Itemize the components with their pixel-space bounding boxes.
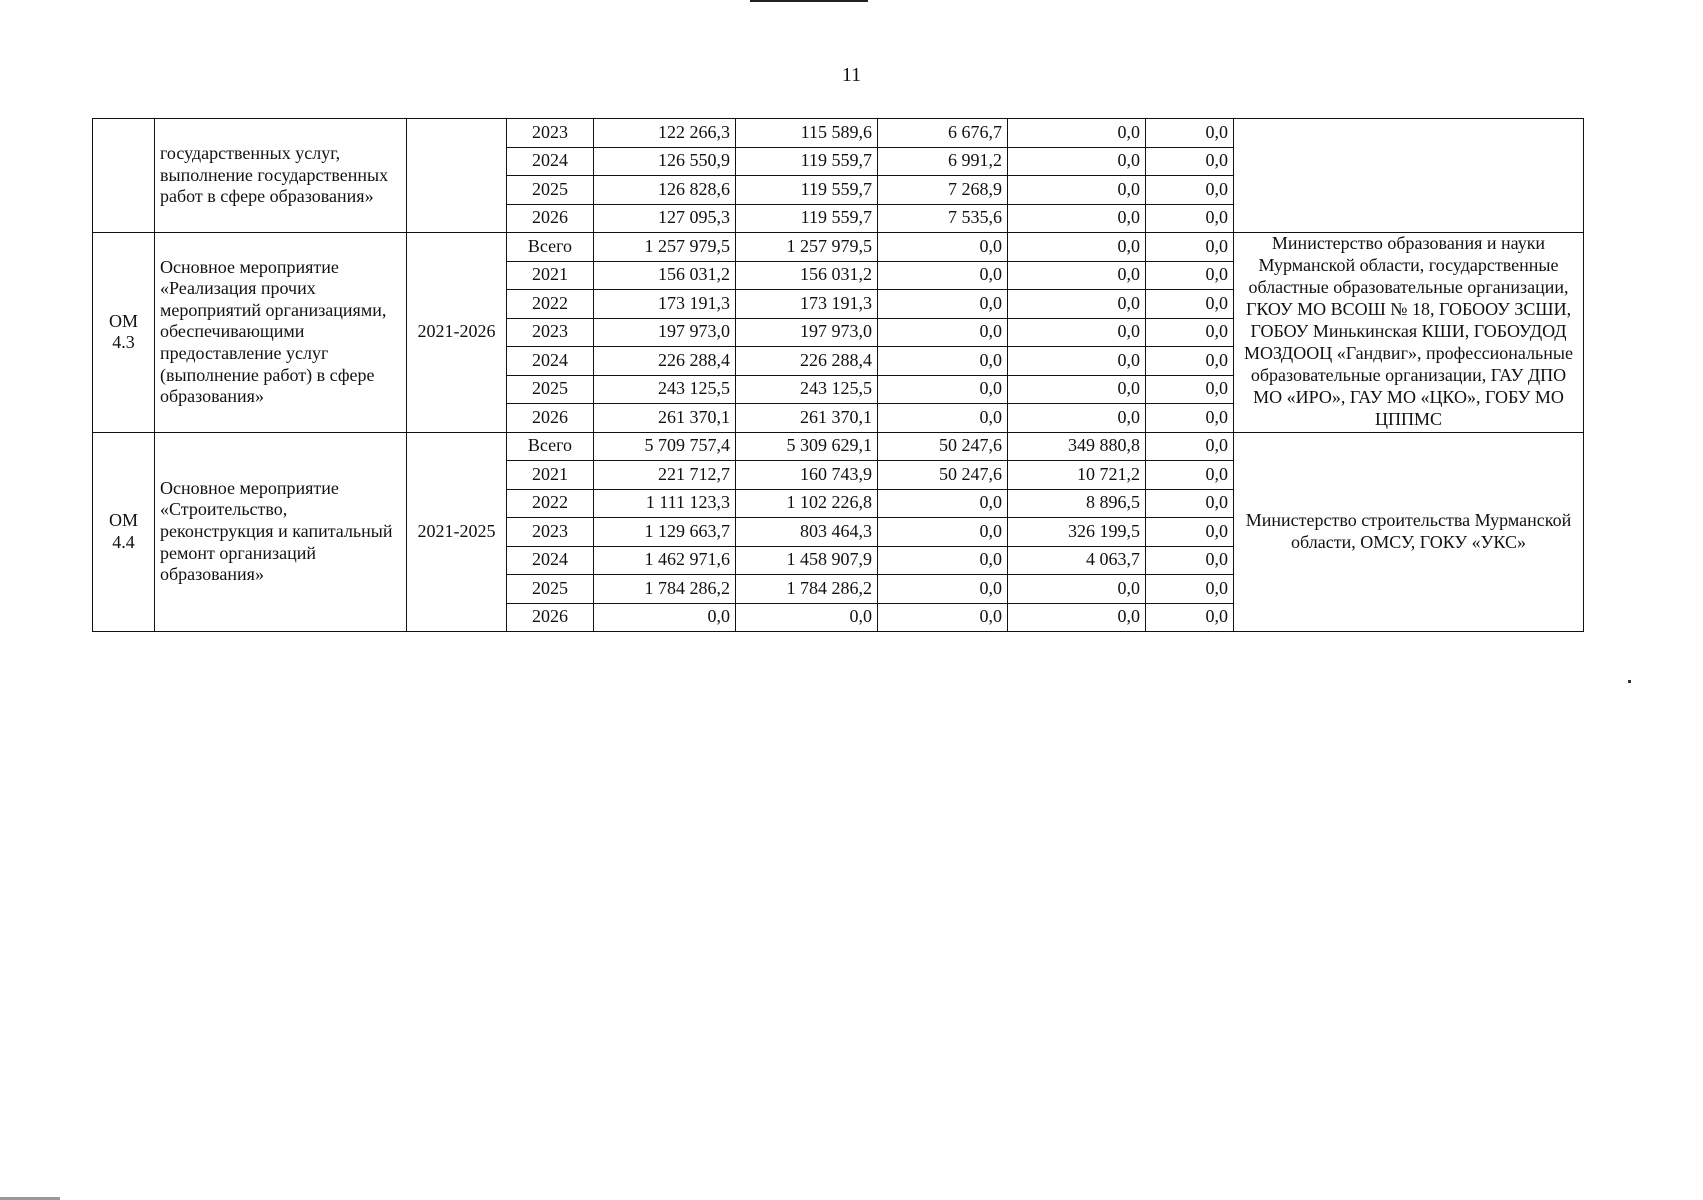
year-cell: 2025 [507, 575, 594, 604]
table-row [93, 432, 1584, 461]
total-cell: 243 125,5 [594, 375, 736, 404]
regional-budget-cell: 156 031,2 [736, 261, 878, 290]
other-sources-cell: 0,0 [1146, 233, 1234, 262]
federal-budget-cell: 7 535,6 [878, 204, 1008, 233]
local-budget-cell: 0,0 [1008, 204, 1146, 233]
table-row [93, 233, 1584, 262]
year-cell: 2021 [507, 461, 594, 490]
total-cell: 122 266,3 [594, 119, 736, 148]
other-sources-cell: 0,0 [1146, 318, 1234, 347]
federal-budget-cell: 6 991,2 [878, 147, 1008, 176]
measure-name: Основное мероприятие «Строительство, реконструкция и капитальный ремонт организаций образования» [155, 432, 407, 632]
other-sources-cell: 0,0 [1146, 176, 1234, 205]
year-cell: 2025 [507, 176, 594, 205]
total-cell: 1 784 286,2 [594, 575, 736, 604]
total-cell: 127 095,3 [594, 204, 736, 233]
local-budget-cell: 326 199,5 [1008, 518, 1146, 547]
other-sources-cell: 0,0 [1146, 204, 1234, 233]
other-sources-cell: 0,0 [1146, 461, 1234, 490]
year-cell: 2026 [507, 204, 594, 233]
page-number: 11 [841, 64, 862, 86]
regional-budget-cell: 1 102 226,8 [736, 489, 878, 518]
measure-name: Основное мероприятие «Реализация прочих мероприятий организациями, обеспечивающими предоставление услуг (выполнение работ) в сфере образования» [155, 233, 407, 433]
other-sources-cell: 0,0 [1146, 432, 1234, 461]
local-budget-cell: 0,0 [1008, 261, 1146, 290]
year-cell: 2024 [507, 347, 594, 376]
total-cell: 156 031,2 [594, 261, 736, 290]
year-cell: Всего [507, 432, 594, 461]
measure-period: 2021-2026 [407, 233, 507, 433]
local-budget-cell: 8 896,5 [1008, 489, 1146, 518]
total-cell: 5 709 757,4 [594, 432, 736, 461]
local-budget-cell: 0,0 [1008, 147, 1146, 176]
year-cell: 2023 [507, 318, 594, 347]
year-cell: 2022 [507, 489, 594, 518]
local-budget-cell: 0,0 [1008, 347, 1146, 376]
regional-budget-cell: 173 191,3 [736, 290, 878, 319]
year-cell: 2026 [507, 603, 594, 632]
other-sources-cell: 0,0 [1146, 489, 1234, 518]
regional-budget-cell: 119 559,7 [736, 176, 878, 205]
federal-budget-cell: 0,0 [878, 375, 1008, 404]
other-sources-cell: 0,0 [1146, 375, 1234, 404]
year-cell: 2023 [507, 518, 594, 547]
federal-budget-cell: 50 247,6 [878, 461, 1008, 490]
federal-budget-cell: 0,0 [878, 318, 1008, 347]
local-budget-cell: 0,0 [1008, 575, 1146, 604]
federal-budget-cell: 0,0 [878, 290, 1008, 319]
year-cell: 2021 [507, 261, 594, 290]
regional-budget-cell: 119 559,7 [736, 204, 878, 233]
regional-budget-cell: 115 589,6 [736, 119, 878, 148]
measure-period: 2021-2025 [407, 432, 507, 632]
year-cell: 2025 [507, 375, 594, 404]
federal-budget-cell: 50 247,6 [878, 432, 1008, 461]
measure-name: государственных услуг, выполнение государственных работ в сфере образования» [155, 119, 407, 233]
executor-cell: Министерство строительства Мурманской области, ОМСУ, ГОКУ «УКС» [1234, 432, 1584, 632]
local-budget-cell: 0,0 [1008, 318, 1146, 347]
measure-period [407, 119, 507, 233]
regional-budget-cell: 1 257 979,5 [736, 233, 878, 262]
total-cell: 126 828,6 [594, 176, 736, 205]
year-cell: 2024 [507, 546, 594, 575]
regional-budget-cell: 261 370,1 [736, 404, 878, 433]
regional-budget-cell: 226 288,4 [736, 347, 878, 376]
other-sources-cell: 0,0 [1146, 261, 1234, 290]
other-sources-cell: 0,0 [1146, 347, 1234, 376]
local-budget-cell: 0,0 [1008, 290, 1146, 319]
local-budget-cell: 349 880,8 [1008, 432, 1146, 461]
year-cell: Всего [507, 233, 594, 262]
local-budget-cell: 0,0 [1008, 233, 1146, 262]
total-cell: 0,0 [594, 603, 736, 632]
federal-budget-cell: 0,0 [878, 489, 1008, 518]
year-cell: 2024 [507, 147, 594, 176]
local-budget-cell: 0,0 [1008, 404, 1146, 433]
total-cell: 1 462 971,6 [594, 546, 736, 575]
local-budget-cell: 4 063,7 [1008, 546, 1146, 575]
federal-budget-cell: 0,0 [878, 518, 1008, 547]
federal-budget-cell: 0,0 [878, 575, 1008, 604]
table-row [93, 119, 1584, 148]
executor-cell: Министерство образования и науки Мурманской области, государственные областные образовательные организации, ГКОУ МО ВСОШ № 18, ГОБООУ ЗСШИ, ГОБОУ Минькинская КШИ, ГОБОУДОД МОЗДООЦ «Гандвиг», профессиональные образовательные организации, ГАУ ДПО МО «ИРО», ГАУ МО «ЦКО», ГОБУ МО ЦППМС [1234, 233, 1584, 433]
measure-code [93, 119, 155, 233]
year-cell: 2023 [507, 119, 594, 148]
year-cell: 2026 [507, 404, 594, 433]
local-budget-cell: 0,0 [1008, 375, 1146, 404]
federal-budget-cell: 0,0 [878, 404, 1008, 433]
federal-budget-cell: 0,0 [878, 347, 1008, 376]
total-cell: 221 712,7 [594, 461, 736, 490]
regional-budget-cell: 803 464,3 [736, 518, 878, 547]
total-cell: 197 973,0 [594, 318, 736, 347]
regional-budget-cell: 1 784 286,2 [736, 575, 878, 604]
total-cell: 261 370,1 [594, 404, 736, 433]
top-scan-mark [750, 0, 868, 2]
federal-budget-cell: 7 268,9 [878, 176, 1008, 205]
measure-code: ОМ 4.4 [93, 432, 155, 632]
federal-budget-cell: 0,0 [878, 546, 1008, 575]
other-sources-cell: 0,0 [1146, 518, 1234, 547]
other-sources-cell: 0,0 [1146, 603, 1234, 632]
total-cell: 1 111 123,3 [594, 489, 736, 518]
federal-budget-cell: 0,0 [878, 233, 1008, 262]
other-sources-cell: 0,0 [1146, 404, 1234, 433]
federal-budget-cell: 0,0 [878, 603, 1008, 632]
local-budget-cell: 0,0 [1008, 603, 1146, 632]
local-budget-cell: 0,0 [1008, 176, 1146, 205]
federal-budget-cell: 6 676,7 [878, 119, 1008, 148]
total-cell: 173 191,3 [594, 290, 736, 319]
regional-budget-cell: 197 973,0 [736, 318, 878, 347]
other-sources-cell: 0,0 [1146, 147, 1234, 176]
regional-budget-cell: 0,0 [736, 603, 878, 632]
total-cell: 126 550,9 [594, 147, 736, 176]
other-sources-cell: 0,0 [1146, 575, 1234, 604]
regional-budget-cell: 243 125,5 [736, 375, 878, 404]
executor-cell [1234, 119, 1584, 233]
federal-budget-cell: 0,0 [878, 261, 1008, 290]
other-sources-cell: 0,0 [1146, 290, 1234, 319]
local-budget-cell: 0,0 [1008, 119, 1146, 148]
scan-dot [1628, 680, 1631, 683]
regional-budget-cell: 5 309 629,1 [736, 432, 878, 461]
regional-budget-cell: 160 743,9 [736, 461, 878, 490]
measure-code: ОМ 4.3 [93, 233, 155, 433]
local-budget-cell: 10 721,2 [1008, 461, 1146, 490]
funding-table [92, 118, 1584, 632]
total-cell: 1 129 663,7 [594, 518, 736, 547]
regional-budget-cell: 119 559,7 [736, 147, 878, 176]
other-sources-cell: 0,0 [1146, 119, 1234, 148]
regional-budget-cell: 1 458 907,9 [736, 546, 878, 575]
total-cell: 1 257 979,5 [594, 233, 736, 262]
other-sources-cell: 0,0 [1146, 546, 1234, 575]
year-cell: 2022 [507, 290, 594, 319]
total-cell: 226 288,4 [594, 347, 736, 376]
